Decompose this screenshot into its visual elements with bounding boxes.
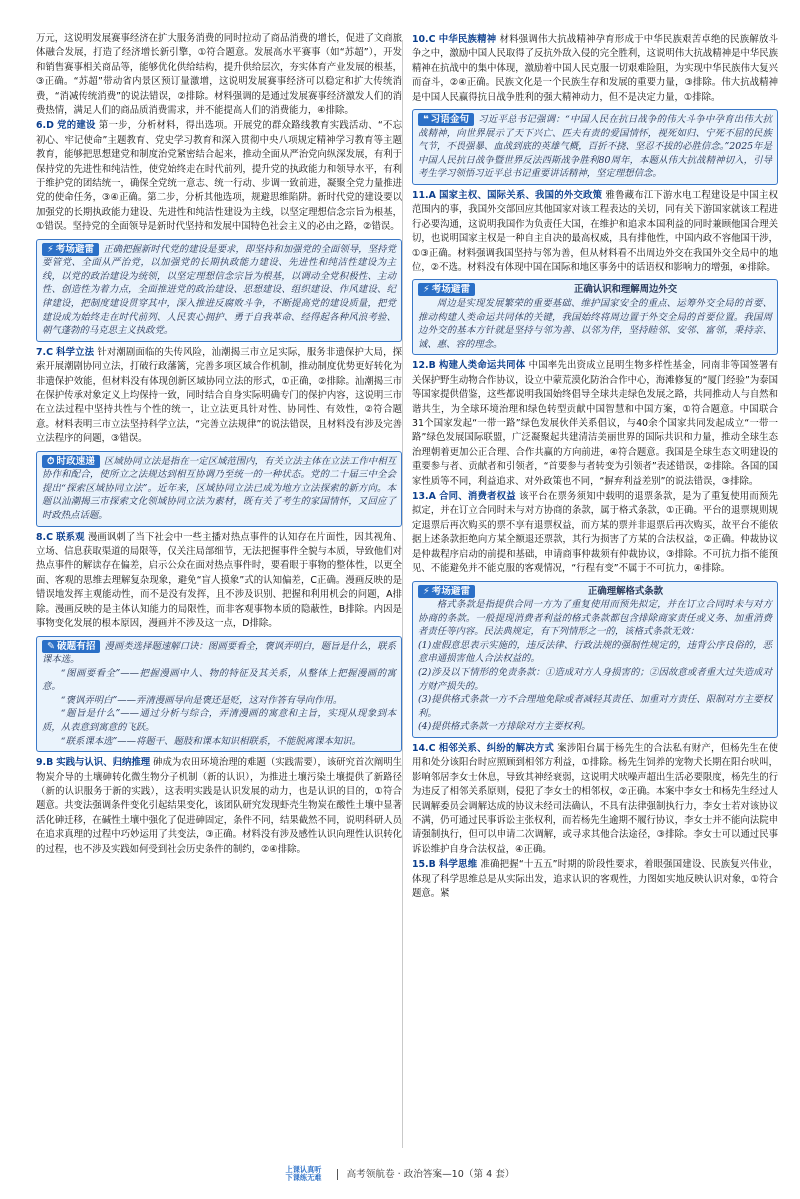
tip-header: [418, 585, 772, 599]
tip-line: (1)虚假意思表示实施的，违反法律、行政法规的强制性规定的，违背公序良俗的，恶意串通损害他人合法权益的。: [418, 639, 772, 665]
question-number: 15.B: [412, 859, 436, 871]
knowledge-tag: 党的建设: [57, 120, 96, 132]
question-9: [36, 756, 402, 857]
question-12: [412, 359, 778, 489]
knowledge-tag: 相邻关系、纠纷的解决方式: [438, 743, 555, 755]
lightning-icon: ⚡: [47, 243, 54, 255]
footer-text: 高考领航卷 · 政治答案—10（第 4 套）: [346, 1169, 515, 1180]
key-icon: ✎: [47, 640, 56, 652]
tip-text: 区域协同立法是指在一定区域范围内，有关立法主体在立法工作中相互协作和配合，使所立之法规达到相互协调乃至统一的一种状态。党的二十届三中全会提出“探索区域协同立法”。近年来，区域协同立法已成为地方立法探索的新方向。本题以汕潮揭三市探索文化领域协同立法为素材，既有关了考生的家国情怀，又回应了时政热点话题。: [42, 455, 396, 522]
answer-text: 准确把握“十五五”时期的阶段性要求，着眼强国建设、民族复兴伟业，体现了科学思维总是从实际出发，追求认识的客观性，力图如实地反映认识对象，①符合题意。紧: [412, 859, 778, 900]
tip-line: “题旨是什么”——通过分析与综合，弄清漫画的寓意和主旨，实现从现象到本质，从表意到寓意的飞跃。: [42, 708, 396, 734]
question-11: [412, 189, 778, 275]
footer-divider: [337, 1169, 338, 1180]
tip-badge: ✎ 破题有招: [42, 640, 100, 653]
knowledge-tag: 中华民族精神: [438, 34, 497, 45]
answer-text: 第一步，分析材料，得出选项。开展党的群众路线教育实践活动、“不忘初心、牢记使命”主题教育、党史学习教育和深入贯彻中央八项规定精神学习教育等主题教育，能够把思想建党和制度治党紧密结合起来，推动全面从严治党向纵深发展，有利于保持党的先进性和纯洁性，使党始终走在时代前列，提升党的执政能力和领导水平，有利于维护党的团结统一，确保全党统一意志、统一行动、步调一致前进，凝聚全党力量推进党的使命任务，③④正确。第二步，分析其他选项，规避思维陷阱。新时代党的建设要以加强党的长期执政能力建设、先进性和纯洁性建设为主线，以坚定理想信念宗旨为根基，①错误。坚持党的全面领导是新时代坚持和发展中国特色社会主义的必由之路，②错误。: [36, 120, 402, 233]
answer-text: 针对潮剧面临的失传风险，汕潮揭三市立足实际，服务非遗保护大局，探索开展潮剧协同立法，打破行政藩篱，完善多项区域合作机制，推动制度优势更好转化为非遗保护效能，但材料没有体现创新区域协同立法的形式，①正确，②排除。汕潮揭三市在保护传承对象定义上均保持一致，同时结合自身实际明确专门的保护内容，这说明三市在立法过程中坚持共性与个性的统一，让立法更具针对性、协同性、有效性，②符合题意。材料表明三市立法坚持科学立法，“完善立法规律”的说法错误，且材料没有涉及完善立法程序的问题，③错误。: [36, 346, 402, 445]
knowledge-tag: 科学立法: [56, 346, 95, 358]
logo-top-text: 上课认真听: [285, 1165, 322, 1174]
question-number: 13.A: [412, 491, 436, 503]
question-10: [412, 33, 778, 105]
book-icon: ❝: [423, 114, 429, 126]
knowledge-tag: 合同、消费者权益: [439, 491, 516, 503]
page-footer: [0, 1166, 800, 1182]
lightning-icon: ⚡: [423, 585, 430, 597]
question-8: [36, 531, 402, 632]
logo-bottom-text: 下课练无难: [285, 1173, 322, 1182]
tip-line: 格式条款是指提供合同一方为了重复使用而预先拟定，并在订立合同时未与对方协商的条款。一般提现消费者利益的格式条款都包含排除商家责任或义务、加重消费者责任等内容。民法典规定，有下列情形之一的，该格式条款无效：: [418, 599, 772, 638]
publisher-logo: [286, 1166, 322, 1182]
tip-badge: ⚡ 考场避雷: [42, 243, 99, 256]
tip-text: 正确把握新时代党的建设是要求，即坚持和加强党的全面领导，坚持党要管党、全面从严治党，以加强党的长期执政能力建设、先进性和纯洁性建设为主线，以党的政治建设为统领，以坚定理想信念宗旨为根基，以调动全党积极性、主动性、创造性为着力点，全面推进党的政治建设、思想建设、组织建设、作风建设、纪律建设，把制度建设贯穿其中，深入推进反腐败斗争，不断提高党的建设质量，把党建设成为始终走在时代前列、人民衷心拥护、勇于自我革命、经得起各种风浪考验、朝气蓬勃的马克思主义执政党。: [42, 243, 396, 337]
tip-line: (4)提供格式条款一方排除对方主要权利。: [418, 721, 591, 733]
tip-box-exam-caution: [36, 239, 402, 342]
question-14: [412, 742, 778, 857]
knowledge-tag: 实践与认识、归纳推理: [56, 757, 151, 769]
tip-line: 漫画类选择题速解口诀：图画要看全，褒讽弄明白，题旨是什么，联系课本选。: [42, 640, 396, 666]
question-number: 9.B: [36, 757, 54, 769]
right-column: [412, 32, 778, 1152]
knowledge-tag: 国家主权、国际关系、我国的外交政策: [439, 190, 603, 201]
question-6: [36, 119, 402, 234]
question-number: 10.C: [412, 34, 436, 45]
knowledge-tag: 联系观: [56, 531, 85, 543]
tip-line: “褒讽弄明白”——弄清漫画导向是褒还是贬，这对作答有导向作用。: [60, 694, 343, 706]
answer-text: 案涉阳台属于杨先生的合法私有财产，但杨先生在使用和处分该阳台时应照顾到相邻方利益，①排除。杨先生饲养的宠物犬长期在阳台吠叫，影响邻居李女士休息，导致其神经衰弱，这说明犬吠噪声超出生活必要限度，杨先生的行为违反了相邻关系原则，侵犯了李女士的相邻权，②正确。本案中李女士和杨先生经过人民调解委员会调解达成的协议未经司法确认，不具有法律强制执行力，李女士若对该协议不满，仍可通过民事诉讼主张权利，而若杨先生逾期不履行协议，李女士并不能向法院申请强制执行，但可以申请二次调解，或寻求其他合法途径，③排除。李女士可以通过民事诉讼维护自身合法权益，④正确。: [412, 743, 778, 855]
tip-box-exam-caution: [412, 279, 778, 355]
left-column: [36, 32, 402, 1152]
tip-line: (3)提供格式条款一方不合理地免除或者减轻其责任、加重对方责任、限制对方主要权利。: [418, 694, 772, 719]
answer-text: 中国率先出资成立昆明生物多样性基金，同南非等国签署有关保护野生动物合作协议，设立中蒙荒漠化防治合作中心，海滩修复的“厦门经验”为泰国等国家提供借鉴，这些都说明我国始终倡导全球共走绿色发展之路，共同推动人与自然和谐共生，为全球环境治理和绿色转型贡献中国智慧和中国方案，①符合题意。中国联合31个国家发起“一带一路”绿色发展伙伴关系倡议，与40余个国家共同发起成立“一带一路”绿色发展国际联盟，广泛凝聚起共建清洁美丽世界的国际共识和力量，推动全球生态治理朝着更加公正合理、合作共赢的方向前进，④符合题意。我国是全球生态文明建设的重要参与者、贡献者和引领者，“首要参与者转变为引领者”表述错误，②排除。各国的国家性质等不同，利益追求、对外政策也不同，“摒弃利益差别”的说法错误，③排除。: [412, 360, 778, 487]
tip-header: [418, 283, 772, 297]
answer-text: 砷成为农田环境治理的难题（实践需要），该研究首次阐明生物炭介导的土壤砷转化微生物分子机制（新的认识），为推进土壤污染土壤提供了新路径（新的认识服务于新的实践），这表明实践是认识发展的动力，也是认识的目的，①符合题意。共变法强调条件变化引起结果变化，该团队研究发现虾壳生物炭在酸性土壤中显著活化砷迁移，在碱性土壤中强化了促进砷固定，条件不同，结果截然不同，说明科研人员在追求真理的过程中巧妙运用了共变法，③正确。材料没有涉及感性认识向理性认识转化的过程，也不涉及实践如何受到社会历史条件的制约，②④排除。: [36, 757, 402, 855]
tip-box-solving-trick: [36, 636, 402, 753]
question-number: 8.C: [36, 531, 53, 543]
tip-badge: ⚡ 考场避雷: [418, 585, 475, 598]
tip-line: “图画要看全”——把握漫画中人、物的特征及其关系，从整体上把握漫画的寓意。: [42, 667, 396, 693]
knowledge-tag: 科学思维: [438, 859, 478, 871]
intro-paragraph: 万元，这说明发展赛事经济在扩大服务消费的同时拉动了商品消费的增长，促进了文商旅体融合发展，打造了经济增长新引擎，①符合题意。发展高水平赛事（如“苏超”），开发和销售赛事相关商品等，能够优化供给结构，提升供给层次，夯实体育产业发展的根基，③正确。“苏超”带动省内景区预订量激增，这说明发展赛事经济可以稳定和扩大传统消费，“消减传统消费”的说法错误，②排除。材料强调的是通过发展赛事经济激发人们的消费热情，满足人们的商品质消费需求，并不能提高人们的消费能力，④排除。: [36, 33, 402, 117]
tip-title: 正确理解格式条款: [588, 585, 664, 597]
lightning-icon: ⚡: [423, 284, 430, 296]
question-number: 14.C: [412, 743, 436, 755]
tip-box-exam-caution: [412, 581, 778, 739]
tip-text: 周边是实现发展繁荣的重要基础、维护国家安全的重点、运筹外交全局的首要、推动构建人类命运共同体的关键，我国始终将周边置于外交全局的首要位置。我国周边外交的基本方针就是坚持与邻为善、以邻为伴，坚持睦邻、安邻、富邻，秉持亲、诚、惠、容的理念。: [418, 298, 772, 350]
tip-line: (2)涉及以下情形的免责条款：①造成对方人身损害的；②因故意或者重大过失造成对方财产损失的。: [418, 667, 772, 692]
knowledge-tag: 构建人类命运共同体: [438, 360, 526, 372]
answer-text: 雅鲁藏布江下游水电工程建设是中国主权范围内的事，我国外交部回应其他国家对该工程表达的关切，同有关下游国家就该工程进行必要沟通，这说明我国作为负责任大国，在维护和追求本国利益的同时兼顾他国合理关切，也说明国家主权是一种自主自决的最高权威，具有排他性，中国内政不容他国干涉，①③正确。材料强调我国坚持与邻为善，但从材料看不出周边外交在我国外交全局中的地位，②不选。材料没有体现中国在国际和地区事务中的话语权和影响力的增强，④排除。: [412, 190, 778, 274]
tip-box-golden-quote: [412, 109, 778, 185]
tip-badge: ⚡ 考场避雷: [418, 283, 475, 296]
tip-line: “联系课本选”——将题干、题肢和课本知识相联系，不能脱离课本知识。: [60, 735, 362, 747]
answer-text: 漫画讽刺了当下社会中一些主播对热点事件的认知存在片面性，因其视角、立场、信息获取渠道的局限等，仅关注局部细节，无法把握事件全貌与本质，导致他们对热点事件的解读存在偏差，启示公众在面对热点事件时，要看眼于事物的整体性，以更全面、客观的思维去理解复杂现象，避免“盲人摸象”式的认知偏差，C正确。漫画反映的是错误地发挥主观能动性，而不是没有发挥，且不涉及识别、把握和利用机会的问题，A排除。漫画反映的是主体认知能力的局限性，而非客观事物本质的隐蔽性，B排除。内因是事物变化发展的根本原因，漫画并不涉及这一点，D排除。: [36, 531, 402, 630]
tip-text: 习近平总书记强调：“中国人民在抗日战争的伟大斗争中孕育出伟大抗战精神，向世界展示了天下兴亡、匹夫有责的爱国情怀，视死如归、宁死不屈的民族气节，不畏强暴、血战到底的英雄气概，百折不挠、坚忍不拔的必胜信念。”2025年是中国人民抗日战争暨世界反法西斯战争胜利80周年，本题从伟大抗战精神切入，引导考生学习领悟习近平总书记重要讲话精神，坚定理想信念。: [418, 114, 772, 180]
question-13: [412, 490, 778, 576]
tip-title: 正确认识和理解周边外交: [573, 284, 678, 296]
question-15: [412, 858, 778, 901]
column-divider: [402, 40, 403, 1148]
tip-badge: ⏱ 时政速递: [42, 455, 100, 468]
question-number: 7.C: [36, 346, 53, 358]
question-number: 11.A: [412, 190, 436, 201]
answer-text: 该平台在票务须知中载明的退票条款，是为了重复使用而预先拟定，并在订立合同时未与对方协商的条款，属于格式条款，①正确。平台的退票规则规定退票后再次购买的票不享有退票权益，而方某的票并非退票后再次购买，故平台不能依据上述条款拒绝向方某全额退还票款，其行为损害了方某的合法权益，②正确。仲裁协议是仲裁程序启动的前提和基础，申请商事仲裁须有仲裁协议，③排除。不可抗力指不能预见、不能避免并不能克服的客观情况，“行程有变”不属于不可抗力，④排除。: [412, 491, 778, 575]
question-number: 12.B: [412, 360, 436, 372]
question-7: [36, 346, 402, 447]
answer-text: 材料强调伟大抗战精神孕育形成于中华民族艰苦卓绝的民族解放斗争之中，激励中国人民取得了反抗外敌入侵的完全胜利，这说明伟大抗战精神是中华民族精神在抗战中的集中体现，激励着中国人民克服一切艰难险阻，为实现中华民族伟大复兴而奋斗，②④正确。民族文化是一个民族生存和发展的重要力量，③排除。伟大抗战精神是中国人民赢得抗日战争胜利的强大精神动力，但不是决定力量，①排除。: [412, 34, 778, 103]
tip-box-current-affairs: [36, 451, 402, 527]
tip-badge: ❝ 习语金句: [418, 113, 474, 126]
question-number: 6.D: [36, 120, 54, 132]
clock-icon: ⏱: [47, 455, 55, 467]
